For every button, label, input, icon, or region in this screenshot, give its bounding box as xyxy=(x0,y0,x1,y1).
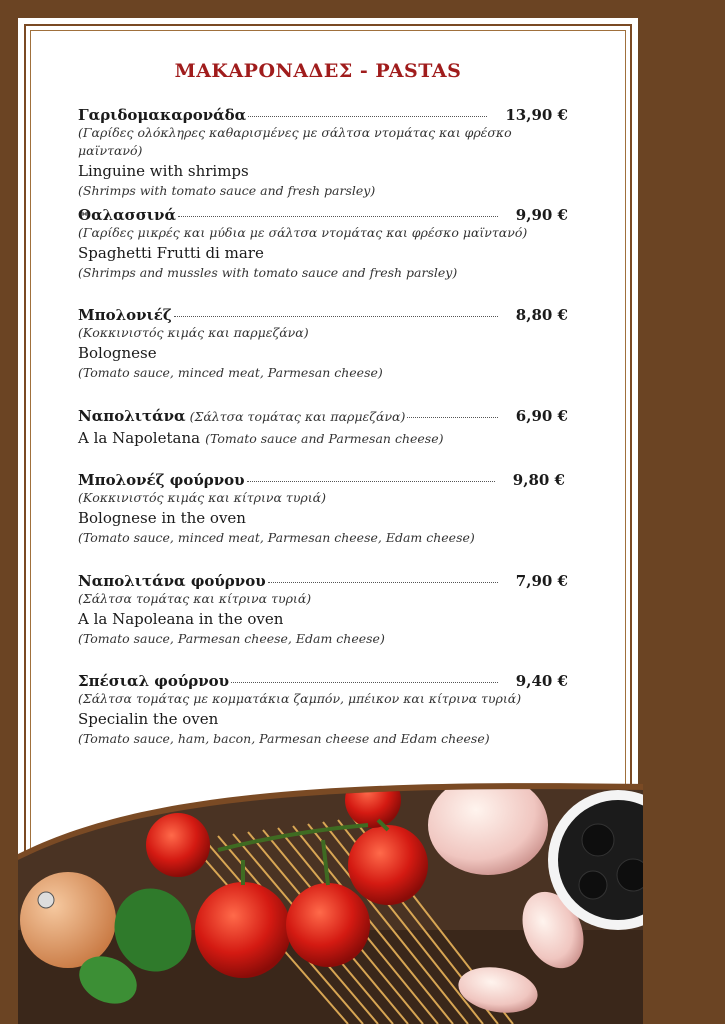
item-name: Σπέσιαλ φούρνου xyxy=(78,672,230,690)
menu-item xyxy=(78,672,568,748)
item-name: Θαλασσινά xyxy=(78,206,176,224)
tomato xyxy=(286,883,370,967)
item-price: 9,40 € xyxy=(515,672,568,690)
section-title: ΜΑΚΑΡΟΝΑΔΕΣ - PASTAS xyxy=(174,60,462,82)
item-greek-description: (Σάλτσα τομάτας και κίτρινα τυριά) xyxy=(78,591,312,606)
item-greek-description: (Σάλτσα τομάτας με κομματάκια ζαμπόν, μπέικον και κίτρινα τυριά) xyxy=(78,691,522,706)
item-greek-description: (Γαρίδες μικρές και μύδια με σάλτσα ντομάτας και φρέσκο μαϊντανό) xyxy=(78,225,528,240)
item-english-description: (Tomato sauce, Parmesan cheese, Edam cheese) xyxy=(78,631,385,646)
item-price: 9,90 € xyxy=(515,206,568,224)
item-greek-description: (Κοκκινιστός κιμάς και κίτρινα τυριά) xyxy=(78,490,326,505)
menu-item xyxy=(78,206,568,282)
menu-item xyxy=(78,471,565,547)
item-english-name: A la Napoleana in the oven xyxy=(78,610,284,628)
item-greek-description: (Κοκκινιστός κιμάς και παρμεζάνα) xyxy=(78,325,309,340)
item-name: Ναπολιτάνα φούρνου xyxy=(78,572,266,590)
item-price: 13,90 € xyxy=(505,106,568,124)
menu-item xyxy=(78,572,568,648)
item-name: Ναπολιτάνα xyxy=(78,407,186,425)
item-english-name: Linguine with shrimps xyxy=(78,162,249,180)
menu-item xyxy=(78,306,568,382)
item-english-name: Bolognese xyxy=(78,344,157,362)
item-english-note: (Tomato sauce and Parmesan cheese) xyxy=(205,431,444,446)
item-price: 9,80 € xyxy=(512,471,565,489)
item-english-name: Spaghetti Frutti di mare xyxy=(78,244,264,262)
pasta-ingredients-photo xyxy=(18,780,643,1024)
item-price: 6,90 € xyxy=(515,407,568,425)
item-english-name: A la Napoletana xyxy=(78,429,201,447)
item-english-description: (Tomato sauce, ham, bacon, Parmesan cheese and Edam cheese) xyxy=(78,731,490,746)
leader-dots xyxy=(247,480,495,482)
item-english-description: (Shrimps and mussles with tomato sauce and fresh parsley) xyxy=(78,265,458,280)
leader-dots xyxy=(231,681,498,683)
item-english-name: Bolognese in the oven xyxy=(78,509,246,527)
item-english-description: (Tomato sauce, minced meat, Parmesan cheese, Edam cheese) xyxy=(78,530,475,545)
leader-dots xyxy=(174,315,498,317)
item-english-description: (Tomato sauce, minced meat, Parmesan cheese) xyxy=(78,365,383,380)
item-name: Μπολονέζ φούρνου xyxy=(78,471,245,489)
leader-dots xyxy=(407,416,497,418)
tomato xyxy=(146,813,210,877)
item-name: Γαριδομακαρονάδα xyxy=(78,106,247,124)
leader-dots xyxy=(178,215,498,217)
leader-dots xyxy=(268,581,498,583)
item-price: 7,90 € xyxy=(515,572,568,590)
photo-content xyxy=(18,780,643,1024)
menu-item xyxy=(78,106,568,200)
item-greek-description: (Γαρίδες ολόκληρες καθαρισμένες με σάλτσα ντομάτας και φρέσκο μαϊντανό) xyxy=(78,125,512,158)
tomato xyxy=(348,825,428,905)
item-inline-note: (Σάλτσα τομάτας και παρμεζάνα) xyxy=(189,409,406,424)
pepper-mill xyxy=(20,872,116,968)
item-price: 8,80 € xyxy=(515,306,568,324)
item-english-name: Specialin the oven xyxy=(78,710,219,728)
item-english-description: (Shrimps with tomato sauce and fresh parsley) xyxy=(78,183,376,198)
item-name: Μπολονιέζ xyxy=(78,306,172,324)
tomato xyxy=(195,882,291,978)
leader-dots xyxy=(248,115,487,117)
menu-item xyxy=(78,407,568,449)
